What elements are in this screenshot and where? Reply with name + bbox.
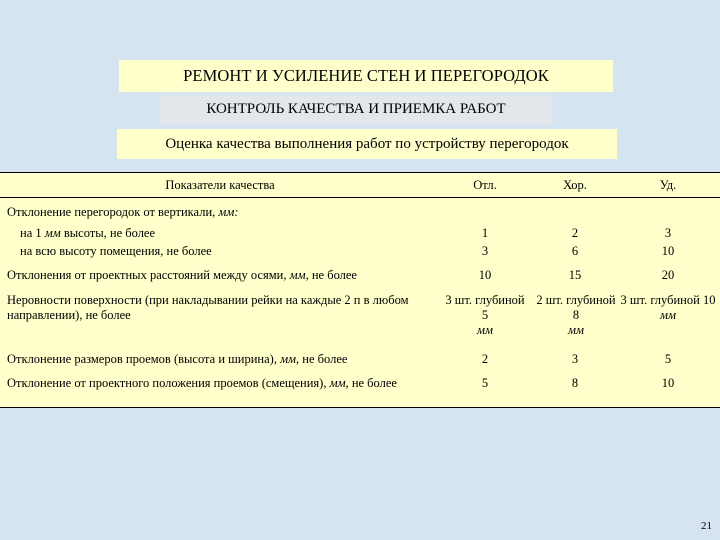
cell-excellent: 1 <box>481 226 489 240</box>
cell-value: 2 шт. глубиной 8 <box>536 293 616 322</box>
slide-subtitle-text: КОНТРОЛЬ КАЧЕСТВА И ПРИЕМКА РАБОТ <box>206 101 506 117</box>
cell-fair <box>620 293 716 323</box>
header-indicator: Показатели качества <box>165 178 275 192</box>
row-label-suffix: высоты, не более <box>60 226 156 240</box>
quality-table <box>0 172 720 408</box>
cell-value: 3 шт. глубиной 10 <box>620 293 716 307</box>
slide-title-text: РЕМОНТ И УСИЛЕНИЕ СТЕН И ПЕРЕГОРОДОК <box>183 66 549 85</box>
row-unit: мм, <box>289 268 309 282</box>
cell-good: 15 <box>568 268 582 282</box>
row-label: Отклонение от проектного положения проемов (смещения), <box>7 376 330 390</box>
row-label: Отклонение перегородок от вертикали, <box>7 205 219 219</box>
header-fair: Уд. <box>659 178 677 192</box>
row-label-suffix: не более <box>348 376 397 390</box>
header-good: Хор. <box>563 178 587 192</box>
slide-title <box>119 60 613 92</box>
cell-excellent <box>441 293 529 338</box>
table-row <box>7 205 239 220</box>
table-row <box>20 226 155 241</box>
cell-excellent: 3 <box>481 244 489 258</box>
cell-unit: мм <box>477 323 493 337</box>
cell-fair: 10 <box>661 244 675 258</box>
cell-excellent: 2 <box>481 352 489 366</box>
cell-unit: мм <box>660 308 676 322</box>
table-row: на всю высоту помещения, не более <box>20 244 212 258</box>
row-unit: мм <box>44 226 61 240</box>
table-caption <box>117 129 617 159</box>
cell-fair: 10 <box>661 376 675 390</box>
table-caption-text: Оценка качества выполнения работ по устройству перегородок <box>165 135 569 152</box>
cell-excellent: 5 <box>481 376 489 390</box>
table-row <box>7 268 357 283</box>
row-unit: мм: <box>218 205 239 219</box>
row-label: на 1 <box>20 226 45 240</box>
cell-excellent: 10 <box>478 268 492 282</box>
table-row <box>7 376 427 391</box>
row-label: Отклонение размеров проемов (высота и ширина), <box>7 352 281 366</box>
table-row <box>7 352 347 367</box>
cell-good: 2 <box>571 226 579 240</box>
row-label-suffix: не более <box>308 268 357 282</box>
cell-good <box>532 293 620 338</box>
row-unit: мм, <box>329 376 349 390</box>
cell-unit: мм <box>568 323 584 337</box>
header-divider <box>0 197 720 198</box>
cell-fair: 5 <box>664 352 672 366</box>
row-label: Отклонения от проектных расстояний между осями, <box>7 268 290 282</box>
table-row: Неровности поверхности (при накладывании рейки на каждые 2 п в любом направлении), не более <box>7 293 409 322</box>
header-excellent: Отл. <box>473 178 497 192</box>
row-unit: мм, <box>280 352 300 366</box>
cell-good: 6 <box>571 244 579 258</box>
row-label-suffix: не более <box>299 352 348 366</box>
cell-value: 3 шт. глубиной 5 <box>445 293 525 322</box>
cell-good: 8 <box>571 376 579 390</box>
cell-fair: 3 <box>664 226 672 240</box>
page-number: 21 <box>701 520 712 532</box>
cell-good: 3 <box>571 352 579 366</box>
slide-subtitle <box>160 95 552 124</box>
cell-fair: 20 <box>661 268 675 282</box>
